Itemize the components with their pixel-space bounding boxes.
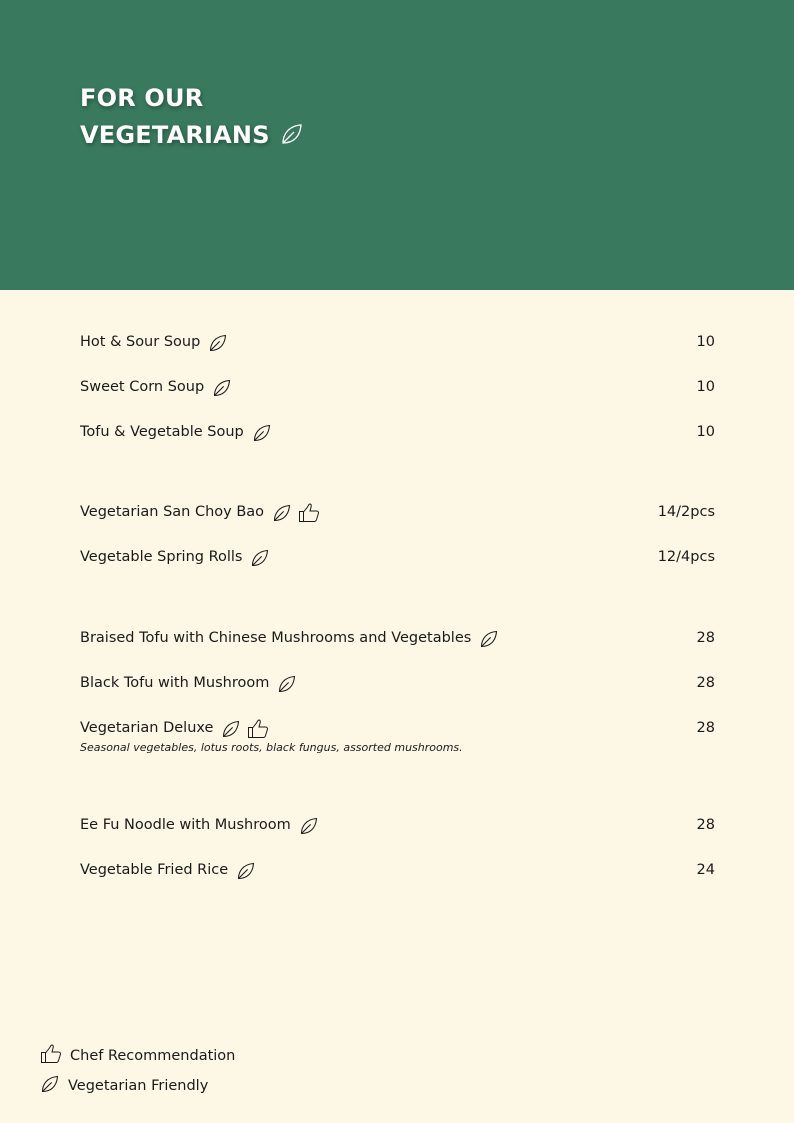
menu-item-price: 14/2pcs — [657, 504, 715, 520]
menu-item — [80, 501, 715, 525]
leaf-icon — [212, 378, 232, 405]
menu-item-price: 10 — [696, 334, 715, 350]
menu-item-name-text: Hot & Sour Soup — [80, 334, 201, 350]
leaf-icon — [208, 333, 228, 360]
menu-item — [80, 627, 715, 651]
menu-item — [80, 814, 715, 838]
menu-item — [80, 859, 715, 883]
page-title — [80, 80, 304, 157]
menu-item-icons — [236, 861, 262, 888]
menu-item-icons — [212, 378, 238, 405]
menu-item-icons — [479, 629, 505, 656]
menu-item-name — [80, 421, 278, 450]
menu-item-price: 24 — [696, 862, 715, 878]
header-banner — [0, 0, 794, 290]
menu-item — [80, 421, 715, 445]
menu-item-name-text: Vegetarian Deluxe — [80, 720, 214, 736]
menu-item-name — [80, 814, 325, 843]
leaf-icon — [479, 629, 499, 656]
menu-item-icons — [250, 548, 276, 575]
menu-item-price: 10 — [696, 424, 715, 440]
legend-item-chef — [40, 1044, 235, 1070]
menu-item-name — [80, 331, 234, 360]
menu-item-name-text: Vegetable Fried Rice — [80, 862, 229, 878]
menu-item-name-text: Sweet Corn Soup — [80, 379, 205, 395]
menu-item-price: 12/4pcs — [657, 549, 715, 565]
menu-item — [80, 546, 715, 570]
menu-item-icons — [299, 816, 325, 843]
menu-item-name — [80, 627, 505, 656]
menu-item-name-text: Tofu & Vegetable Soup — [80, 424, 244, 440]
legend-label: Chef Recommendation — [70, 1048, 236, 1064]
thumbs-up-icon — [40, 1044, 62, 1070]
leaf-icon — [236, 861, 256, 888]
menu-item-name-text: Black Tofu with Mushroom — [80, 675, 270, 691]
menu-item-name — [80, 376, 238, 405]
leaf-icon — [272, 503, 292, 530]
menu-item-name — [80, 859, 262, 888]
menu-item — [80, 376, 715, 400]
leaf-icon — [40, 1074, 60, 1100]
leaf-icon — [252, 423, 272, 450]
menu-item-icons — [208, 333, 234, 360]
title-line-2: VEGETARIANS — [80, 121, 270, 149]
menu-item — [80, 331, 715, 355]
menu-item-price: 28 — [696, 630, 715, 646]
menu-item — [80, 672, 715, 696]
menu-item-price: 28 — [696, 817, 715, 833]
leaf-icon — [277, 674, 297, 701]
menu-item-price: 10 — [696, 379, 715, 395]
menu-item — [80, 717, 715, 754]
menu-item-name-text: Vegetable Spring Rolls — [80, 549, 243, 565]
menu-item-icons — [272, 503, 326, 530]
leaf-icon — [250, 548, 270, 575]
menu-item-name — [80, 672, 303, 701]
menu-item-icons — [277, 674, 303, 701]
menu-item-description: Seasonal vegetables, lotus roots, black fungus, assorted mushrooms. — [80, 741, 463, 754]
title-line-1: FOR OUR — [80, 84, 204, 112]
menu-item-name — [80, 501, 326, 530]
menu-item-name-text: Braised Tofu with Chinese Mushrooms and Vegetables — [80, 630, 472, 646]
legend-item-vegetarian — [40, 1074, 208, 1100]
menu-item-name — [80, 546, 276, 575]
menu-item-name-text: Vegetarian San Choy Bao — [80, 504, 265, 520]
menu-item-price: 28 — [696, 720, 715, 736]
thumbs-up-icon — [298, 503, 320, 530]
leaf-icon — [280, 120, 304, 157]
leaf-icon — [299, 816, 319, 843]
menu-item-price: 28 — [696, 675, 715, 691]
legend-label: Vegetarian Friendly — [68, 1078, 209, 1094]
menu-item-name-text: Ee Fu Noodle with Mushroom — [80, 817, 291, 833]
menu-item-icons — [252, 423, 278, 450]
